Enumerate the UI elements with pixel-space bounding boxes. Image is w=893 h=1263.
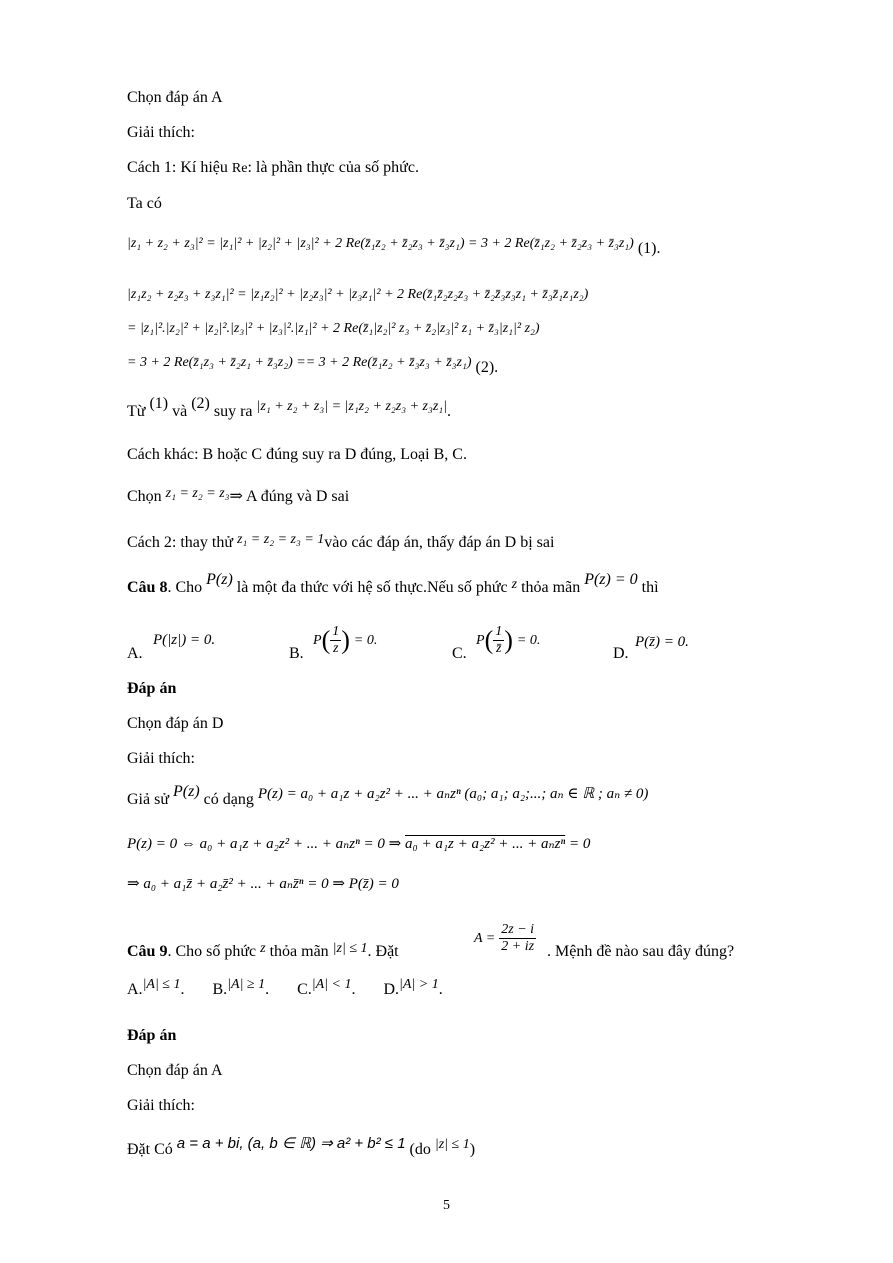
text: . <box>447 403 452 420</box>
math: A = <box>474 931 496 947</box>
math: |z| ≤ 1 <box>434 1137 470 1152</box>
math: |z₁z₂ + z₂z₃ + z₃z₁|² = |z₁z₂|² + |z₂z₃|² + |z₃z₁|² + 2 Re(z̄₁z̄₂z₂z₃ + z̄₂z̄₃z₃z₁ + z̄₃z̄₁z₁z₂) <box>127 287 589 302</box>
math: z <box>511 577 518 592</box>
method-2-line <box>127 533 554 554</box>
equation-tag: (2). <box>475 359 499 376</box>
explanation-heading: Giải thích: <box>127 1097 195 1114</box>
fraction: $\frac{1}{z}$ <box>332 624 340 656</box>
math: z₁ = z₂ = z₃ = 1 <box>236 532 325 547</box>
option-a-label: A. <box>127 645 143 662</box>
math: |z₁ + z₂ + z₃|² = |z₁|² + |z₂|² + |z₃|² + 2 Re(z̄₁z₂ + z̄₂z₃ + z̄₃z₁) = 3 + 2 Re(z̄₁z₂ + z̄₂z₃ + z̄₃z₁) <box>127 236 634 251</box>
math: = 0 <box>565 836 591 852</box>
option-b: P( $\frac{1}{z}$ ) = 0. <box>313 624 378 656</box>
text: Cách 2: thay thử <box>127 534 233 551</box>
text: có dạng <box>203 791 254 808</box>
math: P(z) = 0 ⇔ a₀ + a₁z + a₂z² + ... + aₙzⁿ = 0 ⇒ <box>127 836 405 852</box>
text: thì <box>641 579 659 596</box>
text: suy ra <box>213 403 253 420</box>
text: và <box>172 403 188 420</box>
question-label: Câu 9 <box>127 943 168 960</box>
math-conjugate: a₀ + a₁z + a₂z² + ... + aₙzⁿ <box>405 836 566 852</box>
equation-tag: (1). <box>637 240 661 257</box>
option-c-label: C. <box>452 645 467 662</box>
explanation-heading: Giải thích: <box>127 124 195 141</box>
equation-4 <box>127 352 499 376</box>
equation-2 <box>127 284 588 305</box>
equation-6 <box>127 874 399 894</box>
text: Đặt Có <box>127 1141 173 1158</box>
conclusion-line <box>127 395 452 423</box>
text: . Cho <box>167 579 203 596</box>
math: P(z) <box>173 783 200 800</box>
option-a: |A| ≤ 1 <box>142 977 181 992</box>
math: z₁ = z₂ = z₃ <box>165 486 230 501</box>
text: Từ <box>127 403 146 420</box>
option-a: P(|z|) = 0. <box>153 632 216 648</box>
option-b-label: B. <box>289 645 304 662</box>
text: vào các đáp án, thấy đáp án D bị sai <box>324 534 555 551</box>
math: z <box>260 941 266 956</box>
text: ) <box>469 1141 476 1158</box>
text: : là phần thực của số phức. <box>247 159 419 176</box>
option-c-label: C. <box>297 981 312 998</box>
math: = 3 + 2 Re(z̄₁z₃ + z̄₂z₁ + z̄₃z₂) == 3 + 2 Re(z̄₁z₂ + z̄₃z₃ + z̄₃z₁) <box>127 355 472 370</box>
text: thỏa mãn <box>521 579 581 596</box>
choose-line <box>127 487 349 508</box>
option-a-label: A. <box>127 981 143 998</box>
math: = 0. <box>516 633 541 649</box>
math: P <box>476 633 485 649</box>
math: a = a + bi, (a, b ∈ ℝ) ⇒ a² + b² ≤ 1 <box>176 1135 406 1152</box>
fraction: $\frac{2z - i}{2 + iz}$ <box>501 922 535 954</box>
math: = 0. <box>353 633 378 649</box>
fraction: $\frac{1}{z̄}$ <box>495 624 503 656</box>
text: Chọn <box>127 488 162 505</box>
text: (do <box>409 1141 431 1158</box>
question-8 <box>127 571 659 599</box>
ta-co-line: Ta có <box>127 195 162 212</box>
answer-heading: Đáp án <box>127 1027 177 1044</box>
option-b: |A| ≥ 1 <box>227 977 266 992</box>
alternative-method: Cách khác: B hoặc C đúng suy ra D đúng, Loại B, C. <box>127 446 467 463</box>
equation-1 <box>127 233 661 257</box>
math: P(z) = 0 <box>584 571 638 588</box>
answer-line: Chọn đáp án A <box>127 89 223 106</box>
question-text: . Mệnh đề nào sau đây đúng? <box>547 943 735 960</box>
re-symbol: Re <box>231 161 248 176</box>
text: ⇒ A đúng và D sai <box>229 488 350 505</box>
ref-1: (1) <box>149 395 169 412</box>
equation-3 <box>127 318 540 339</box>
math: |z₁ + z₂ + z₃| = |z₁z₂ + z₂z₃ + z₃z₁| <box>256 399 448 414</box>
option-d: |A| > 1 <box>399 977 439 992</box>
question-text: Câu 9. Cho số phức z thỏa mãn |z| ≤ 1. Đặt <box>127 941 399 960</box>
math: P(z) <box>206 571 233 588</box>
option-d-label: D. <box>383 981 400 998</box>
set-line <box>127 1135 476 1161</box>
explanation-heading: Giải thích: <box>127 750 195 767</box>
equation-5 <box>127 834 590 854</box>
math: P <box>313 633 322 649</box>
math: = |z₁|².|z₂|² + |z₂|².|z₃|² + |z₃|².|z₁|² + 2 Re(z̄₁|z₂|² z₃ + z̄₂|z₃|² z₁ + z̄₃|z₁|² z₂) <box>127 321 540 336</box>
answer-heading: Đáp án <box>127 680 177 697</box>
text: là một đa thức với hệ số thực.Nếu số phức <box>236 579 508 596</box>
option-c: |A| < 1 <box>311 977 352 992</box>
option-d: P(z̄) = 0. <box>635 634 689 650</box>
page-number: 5 <box>443 1198 450 1213</box>
assume-line <box>127 783 649 810</box>
math: P(z) = a₀ + a₁z + a₂z² + ... + aₙzⁿ (a₀; a₁; a₂;...; aₙ ∈ ℝ ; aₙ ≠ 0) <box>257 786 649 802</box>
math: |z| ≤ 1 <box>332 941 368 956</box>
question-9-options: A.|A| ≤ 1. B.|A| ≥ 1. C.|A| < 1. D.|A| > 1. <box>127 977 443 998</box>
ref-2: (2) <box>191 395 210 412</box>
text: Cách 1: Kí hiệu <box>127 159 228 176</box>
fraction-a <box>474 922 536 955</box>
option-c: P( $\frac{1}{z̄}$ ) = 0. <box>476 624 541 656</box>
math: ⇒ a₀ + a₁z̄ + a₂z̄² + ... + aₙz̄ⁿ = 0 ⇒ P(z̄) = 0 <box>127 876 399 892</box>
option-b-label: B. <box>212 981 228 998</box>
question-label: Câu 8 <box>127 579 168 596</box>
text: Giả sử <box>127 791 169 808</box>
answer-line: Chọn đáp án A <box>127 1062 223 1079</box>
method-1-line <box>127 158 419 179</box>
answer-line: Chọn đáp án D <box>127 715 224 732</box>
option-d-label: D. <box>613 645 629 662</box>
